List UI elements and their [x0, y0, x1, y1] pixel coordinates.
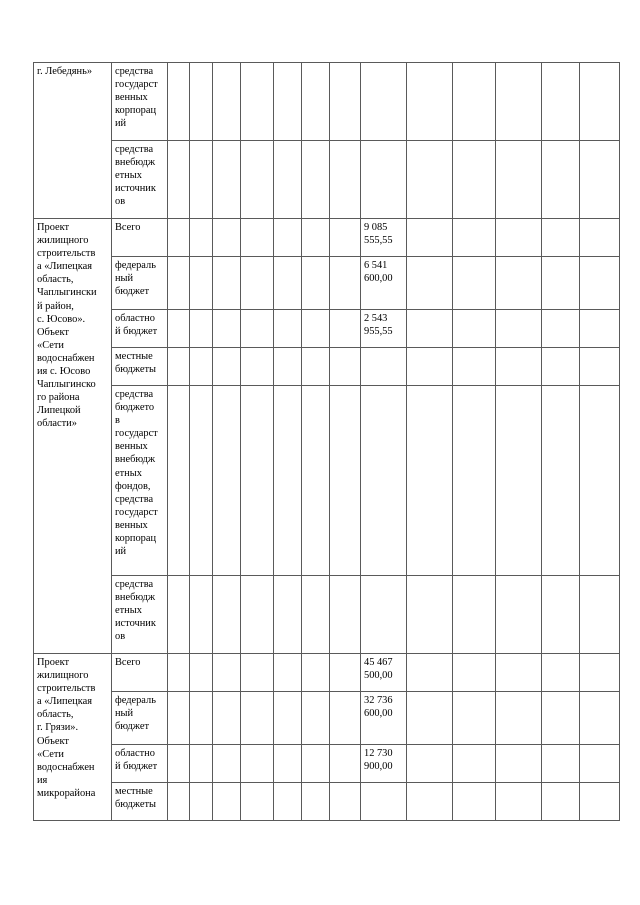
empty-cell	[168, 576, 190, 654]
empty-cell	[580, 348, 620, 386]
budget-table	[33, 62, 620, 821]
empty-cell	[190, 219, 213, 257]
empty-cell	[241, 745, 274, 783]
empty-cell	[453, 348, 496, 386]
table-row	[34, 692, 620, 745]
empty-cell	[407, 654, 453, 692]
empty-cell	[213, 386, 241, 576]
empty-cell	[274, 141, 302, 219]
empty-cell	[302, 576, 330, 654]
total-amount-cell	[361, 348, 407, 386]
table-row	[34, 348, 620, 386]
empty-cell	[542, 63, 580, 141]
empty-cell	[407, 386, 453, 576]
empty-cell	[274, 386, 302, 576]
empty-cell	[542, 386, 580, 576]
empty-cell	[407, 576, 453, 654]
empty-cell	[190, 310, 213, 348]
empty-cell	[168, 310, 190, 348]
empty-cell	[496, 257, 542, 310]
empty-cell	[580, 692, 620, 745]
empty-cell	[407, 783, 453, 821]
empty-cell	[330, 576, 361, 654]
empty-cell	[330, 310, 361, 348]
empty-cell	[330, 654, 361, 692]
funding-source-cell: местные бюджеты	[112, 348, 168, 386]
empty-cell	[274, 257, 302, 310]
empty-cell	[302, 348, 330, 386]
table-body	[34, 63, 620, 821]
empty-cell	[542, 219, 580, 257]
empty-cell	[241, 348, 274, 386]
empty-cell	[274, 783, 302, 821]
total-amount-cell	[361, 63, 407, 141]
empty-cell	[302, 745, 330, 783]
empty-cell	[241, 219, 274, 257]
empty-cell	[496, 692, 542, 745]
empty-cell	[496, 654, 542, 692]
empty-cell	[453, 257, 496, 310]
empty-cell	[542, 348, 580, 386]
empty-cell	[190, 783, 213, 821]
empty-cell	[330, 63, 361, 141]
empty-cell	[496, 386, 542, 576]
empty-cell	[407, 348, 453, 386]
funding-source-cell: местные бюджеты	[112, 783, 168, 821]
empty-cell	[496, 783, 542, 821]
empty-cell	[241, 310, 274, 348]
empty-cell	[580, 654, 620, 692]
empty-cell	[453, 310, 496, 348]
empty-cell	[542, 692, 580, 745]
empty-cell	[580, 576, 620, 654]
empty-cell	[274, 219, 302, 257]
total-amount-cell	[361, 141, 407, 219]
empty-cell	[580, 257, 620, 310]
empty-cell	[580, 310, 620, 348]
empty-cell	[168, 219, 190, 257]
empty-cell	[302, 219, 330, 257]
funding-source-cell: средства внебюдж етных источник ов	[112, 141, 168, 219]
empty-cell	[496, 141, 542, 219]
empty-cell	[190, 348, 213, 386]
empty-cell	[453, 654, 496, 692]
table-row	[34, 745, 620, 783]
table-row	[34, 63, 620, 141]
empty-cell	[453, 219, 496, 257]
empty-cell	[190, 745, 213, 783]
empty-cell	[241, 257, 274, 310]
funding-source-cell: федераль ный бюджет	[112, 257, 168, 310]
empty-cell	[453, 63, 496, 141]
table-row	[34, 219, 620, 257]
empty-cell	[580, 386, 620, 576]
funding-source-cell: средства внебюдж етных источник ов	[112, 576, 168, 654]
empty-cell	[168, 386, 190, 576]
empty-cell	[330, 141, 361, 219]
empty-cell	[580, 783, 620, 821]
empty-cell	[542, 783, 580, 821]
total-amount-cell	[361, 783, 407, 821]
empty-cell	[213, 348, 241, 386]
empty-cell	[496, 63, 542, 141]
empty-cell	[542, 141, 580, 219]
empty-cell	[542, 257, 580, 310]
total-amount-cell	[361, 576, 407, 654]
empty-cell	[213, 576, 241, 654]
empty-cell	[453, 386, 496, 576]
empty-cell	[190, 63, 213, 141]
empty-cell	[580, 141, 620, 219]
empty-cell	[241, 783, 274, 821]
empty-cell	[274, 745, 302, 783]
empty-cell	[168, 783, 190, 821]
empty-cell	[190, 257, 213, 310]
empty-cell	[213, 745, 241, 783]
total-amount-cell: 9 085 555,55	[361, 219, 407, 257]
empty-cell	[302, 257, 330, 310]
empty-cell	[274, 310, 302, 348]
total-amount-cell: 45 467 500,00	[361, 654, 407, 692]
funding-source-cell: областно й бюджет	[112, 745, 168, 783]
funding-source-cell: Всего	[112, 654, 168, 692]
empty-cell	[168, 654, 190, 692]
empty-cell	[580, 63, 620, 141]
empty-cell	[496, 745, 542, 783]
total-amount-cell: 32 736 600,00	[361, 692, 407, 745]
funding-source-cell: средства бюджето в государст венных внебюдж етных фондов, средства государст венных корпорац ий	[112, 386, 168, 576]
empty-cell	[190, 141, 213, 219]
empty-cell	[580, 745, 620, 783]
empty-cell	[190, 576, 213, 654]
empty-cell	[274, 63, 302, 141]
funding-source-cell: федераль ный бюджет	[112, 692, 168, 745]
empty-cell	[407, 63, 453, 141]
empty-cell	[302, 692, 330, 745]
empty-cell	[453, 692, 496, 745]
empty-cell	[241, 692, 274, 745]
empty-cell	[213, 257, 241, 310]
total-amount-cell: 6 541 600,00	[361, 257, 407, 310]
empty-cell	[330, 745, 361, 783]
empty-cell	[542, 745, 580, 783]
table-row	[34, 783, 620, 821]
funding-source-cell: областно й бюджет	[112, 310, 168, 348]
empty-cell	[241, 63, 274, 141]
empty-cell	[213, 654, 241, 692]
empty-cell	[168, 692, 190, 745]
empty-cell	[213, 692, 241, 745]
empty-cell	[274, 576, 302, 654]
total-amount-cell: 2 543 955,55	[361, 310, 407, 348]
empty-cell	[213, 310, 241, 348]
empty-cell	[407, 219, 453, 257]
table-row	[34, 257, 620, 310]
empty-cell	[407, 310, 453, 348]
table-row	[34, 310, 620, 348]
empty-cell	[168, 141, 190, 219]
empty-cell	[330, 348, 361, 386]
funding-source-cell: Всего	[112, 219, 168, 257]
empty-cell	[453, 745, 496, 783]
empty-cell	[274, 654, 302, 692]
empty-cell	[407, 257, 453, 310]
empty-cell	[542, 654, 580, 692]
empty-cell	[542, 310, 580, 348]
empty-cell	[407, 141, 453, 219]
empty-cell	[330, 257, 361, 310]
empty-cell	[453, 576, 496, 654]
empty-cell	[302, 141, 330, 219]
empty-cell	[330, 219, 361, 257]
empty-cell	[241, 141, 274, 219]
empty-cell	[241, 386, 274, 576]
empty-cell	[190, 692, 213, 745]
empty-cell	[241, 654, 274, 692]
empty-cell	[302, 63, 330, 141]
empty-cell	[168, 348, 190, 386]
empty-cell	[407, 692, 453, 745]
empty-cell	[330, 783, 361, 821]
empty-cell	[274, 692, 302, 745]
project-cell: Проект жилищного строительств а «Липецкая область, Чаплыгински й район, с. Юсово». Объект «Сети водоснабжен ия с. Юсово Чаплыгинско го района Липецкой области»	[34, 219, 112, 654]
empty-cell	[213, 63, 241, 141]
table-row	[34, 141, 620, 219]
empty-cell	[453, 141, 496, 219]
empty-cell	[453, 783, 496, 821]
empty-cell	[302, 386, 330, 576]
empty-cell	[213, 141, 241, 219]
empty-cell	[302, 310, 330, 348]
empty-cell	[542, 576, 580, 654]
empty-cell	[302, 654, 330, 692]
empty-cell	[496, 348, 542, 386]
table-row	[34, 654, 620, 692]
empty-cell	[407, 745, 453, 783]
total-amount-cell	[361, 386, 407, 576]
empty-cell	[168, 257, 190, 310]
empty-cell	[330, 692, 361, 745]
table-row	[34, 386, 620, 576]
empty-cell	[330, 386, 361, 576]
empty-cell	[580, 219, 620, 257]
empty-cell	[168, 745, 190, 783]
empty-cell	[213, 783, 241, 821]
total-amount-cell: 12 730 900,00	[361, 745, 407, 783]
empty-cell	[241, 576, 274, 654]
empty-cell	[190, 654, 213, 692]
empty-cell	[213, 219, 241, 257]
empty-cell	[168, 63, 190, 141]
empty-cell	[274, 348, 302, 386]
project-cell: г. Лебедянь»	[34, 63, 112, 219]
empty-cell	[302, 783, 330, 821]
empty-cell	[496, 576, 542, 654]
table-row	[34, 576, 620, 654]
empty-cell	[496, 310, 542, 348]
empty-cell	[190, 386, 213, 576]
project-cell: Проект жилищного строительств а «Липецкая область, г. Грязи». Объект «Сети водоснабжен ия микрорайона	[34, 654, 112, 821]
funding-source-cell: средства государст венных корпорац ий	[112, 63, 168, 141]
empty-cell	[496, 219, 542, 257]
